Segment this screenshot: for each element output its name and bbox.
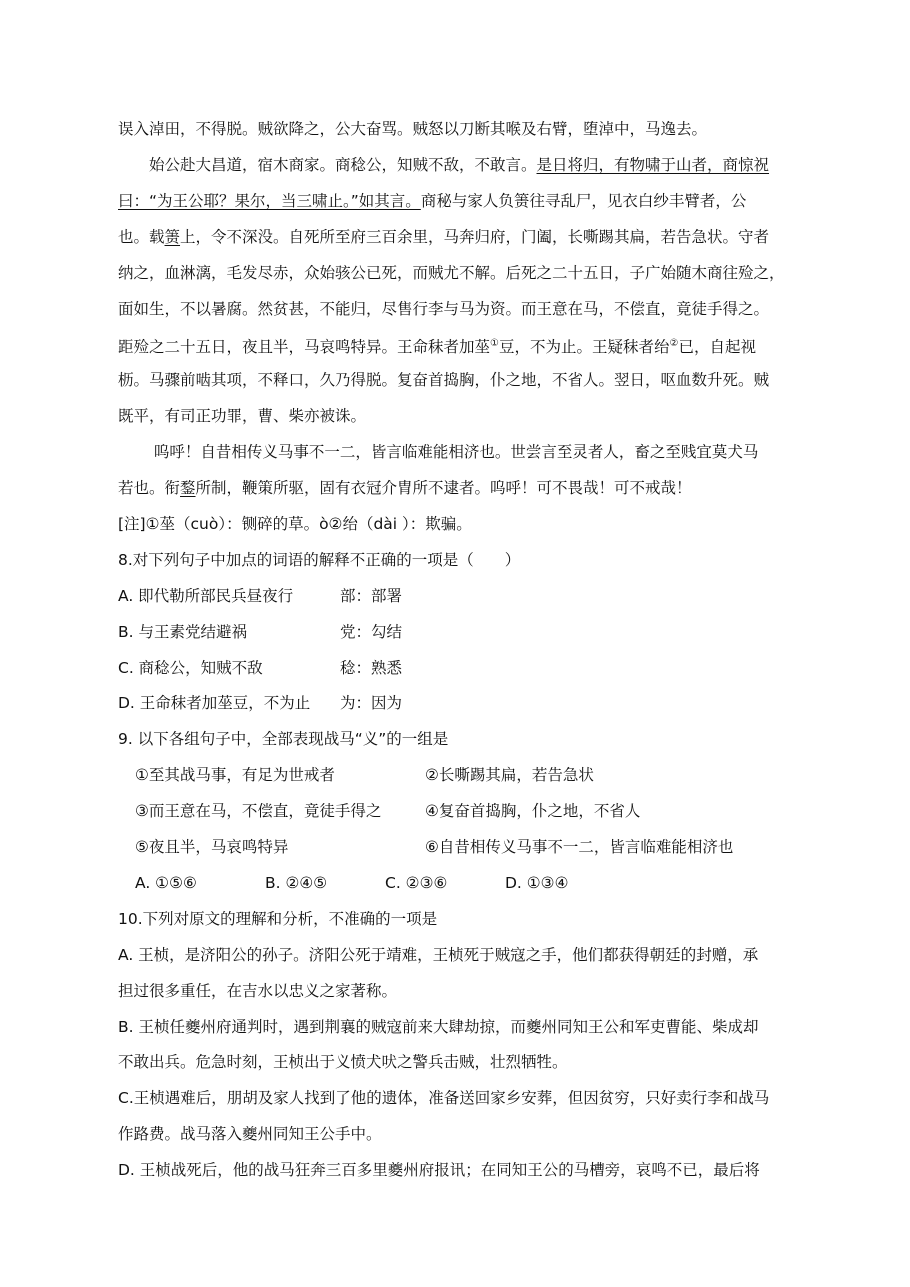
passage-line: [118, 334, 756, 357]
underlined-text: 是日将归，有物啸于山者，商惊祝: [536, 155, 770, 174]
q9-item: ③而王意在马，不偿直，竟徒手得之: [135, 802, 382, 821]
q10-option-line: A. 王桢，是济阳公的孙子。济阳公死于靖难，王桢死于贼寇之手，他们都获得朝廷的封赠，承: [118, 945, 759, 964]
q9-choice: B. ②④⑤: [265, 873, 328, 892]
passage-line: [118, 406, 366, 426]
text-segment: 商秘与家人负箦往寻乱尸，见衣白纱丰臂者，公: [420, 191, 747, 210]
question-10-stem: 10.下列对原文的理解和分析，不准确的一项是: [118, 909, 438, 928]
text-segment: 面如生，不以暑腐。然贫甚，不能归，尽售行李与马为资。而王意在马，不偿直，竟徒手得之。: [118, 299, 770, 318]
text-segment: [注]①莝（cuò）：铡碎的草。ò②绐（dài ）：欺骗。: [118, 514, 472, 533]
text-segment: 也。载: [118, 227, 165, 246]
passage-line: [118, 155, 769, 175]
option-sentence: B. 与王素党结避祸: [118, 622, 247, 641]
passage-line: [118, 514, 472, 534]
text-segment: 所制，鞭策所驱，固有衣冠介胄所不逮者。呜呼！可不畏哉！可不戒哉！: [195, 479, 692, 497]
passage-line: [118, 478, 692, 498]
q9-item: ①至其战马事，有足为世戒者: [135, 766, 335, 785]
q10-option-line: D. 王桢战死后，他的战马狂奔三百多里夔州府报讯；在同知王公的马槽旁，哀鸣不已，最后将: [118, 1161, 760, 1180]
text-segment: 上，令不深没。自死所至府三百余里，马奔归府，门阖，长嘶踢其扁，若告急状。守者: [180, 227, 770, 246]
passage-line: [118, 442, 758, 462]
option-sentence: C. 商稔公，知贼不敌: [118, 658, 263, 677]
passage-line: [118, 227, 769, 247]
option-gloss: 稔：熟悉: [340, 658, 403, 677]
text-segment: 已，自起视: [678, 338, 756, 357]
passage-line: [118, 119, 707, 139]
option-gloss: 党：勾结: [340, 622, 403, 641]
option-sentence: D. 王命秣者加莝豆，不为止: [118, 694, 311, 713]
passage-line: [118, 299, 769, 319]
option-sentence: A. 即代勒所部民兵昼夜行: [118, 586, 294, 605]
underlined-text: 箦: [164, 227, 181, 246]
text-segment: 纳之，血淋漓，毛发尽赤，众始骇公已死，而贼尤不解。后死之二十五日，子广始随木商往殓之，: [118, 263, 785, 282]
question-8-stem: 8.对下列句子中加点的词语的解释不正确的一项是（ ）: [118, 550, 521, 569]
q10-option-line: 不敢出兵。危急时刻，王桢出于义愤犬吠之警兵击贼，壮烈牺牲。: [118, 1053, 568, 1072]
text-segment: 豆，不为止。王疑秣者绐: [498, 338, 670, 357]
q9-choice: D. ①③④: [505, 873, 569, 892]
q9-item: ②长嘶踢其扁，若告急状: [425, 766, 594, 785]
text-segment: 既平，有司正功罪，曹、柴亦被诛。: [118, 407, 367, 426]
q9-choice: C. ②③⑥: [385, 873, 448, 892]
option-gloss: 部：部署: [340, 586, 403, 605]
q9-item: ④复奋首捣胸，仆之地，不省人: [425, 802, 641, 821]
passage-line: [118, 191, 746, 211]
passage-line: [118, 263, 785, 283]
option-gloss: 为：因为: [340, 694, 403, 713]
q9-choice: A. ①⑤⑥: [135, 873, 197, 892]
underlined-text: 鍪: [180, 479, 196, 497]
footnote-marker: ①: [490, 338, 499, 350]
q10-option-line: 担过很多重任，在吉水以忠义之家著称。: [118, 981, 398, 1000]
passage-line: [118, 370, 769, 390]
q10-option-line: B. 王桢任夔州府通判时，遇到荆襄的贼寇前来大肆劫掠，而夔州同知王公和军吏曹能、柴成却: [118, 1017, 759, 1036]
text-segment: 枥。马骤前啮其项，不释口，久乃得脱。复奋首捣胸，仆之地，不省人。翌日，呕血数升死。贼: [118, 371, 770, 390]
text-segment: 呜呼！自昔相传义马事不一二，皆言临难能相济也。世尝言至灵者人，畜之至贱宜莫犬马: [118, 443, 759, 462]
q10-option-line: 作路费。战马落入夔州同知王公手中。: [118, 1125, 382, 1144]
text-segment: 距殓之二十五日，夜且半，马哀鸣特异。王命秣者加莝: [118, 338, 491, 357]
q9-item: ⑤夜且半，马哀鸣特异: [135, 838, 289, 856]
text-segment: 始公赴大昌道，宿木商家。商稔公，知贼不敌，不敢言。: [118, 155, 537, 174]
text-segment: 若也。衔: [118, 479, 181, 497]
q10-option-line: C.王桢遇难后，朋胡及家人找到了他的遗体，准备送回家乡安葬，但因贫穷，只好卖行李和战马: [118, 1089, 770, 1108]
question-9-stem: 9. 以下各组句子中，全部表现战马“义”的一组是: [118, 730, 449, 749]
footnote-marker: ②: [669, 338, 679, 350]
underlined-text: 曰：“为王公耶？果尔，当三啸止。”如其言。: [118, 191, 421, 210]
q9-item: ⑥自昔相传义马事不一二，皆言临难能相济也: [425, 838, 734, 856]
text-segment: 误入淖田，不得脱。贼欲降之，公大奋骂。贼怒以刀断其喉及右臂，堕淖中，马逸去。: [118, 120, 708, 138]
